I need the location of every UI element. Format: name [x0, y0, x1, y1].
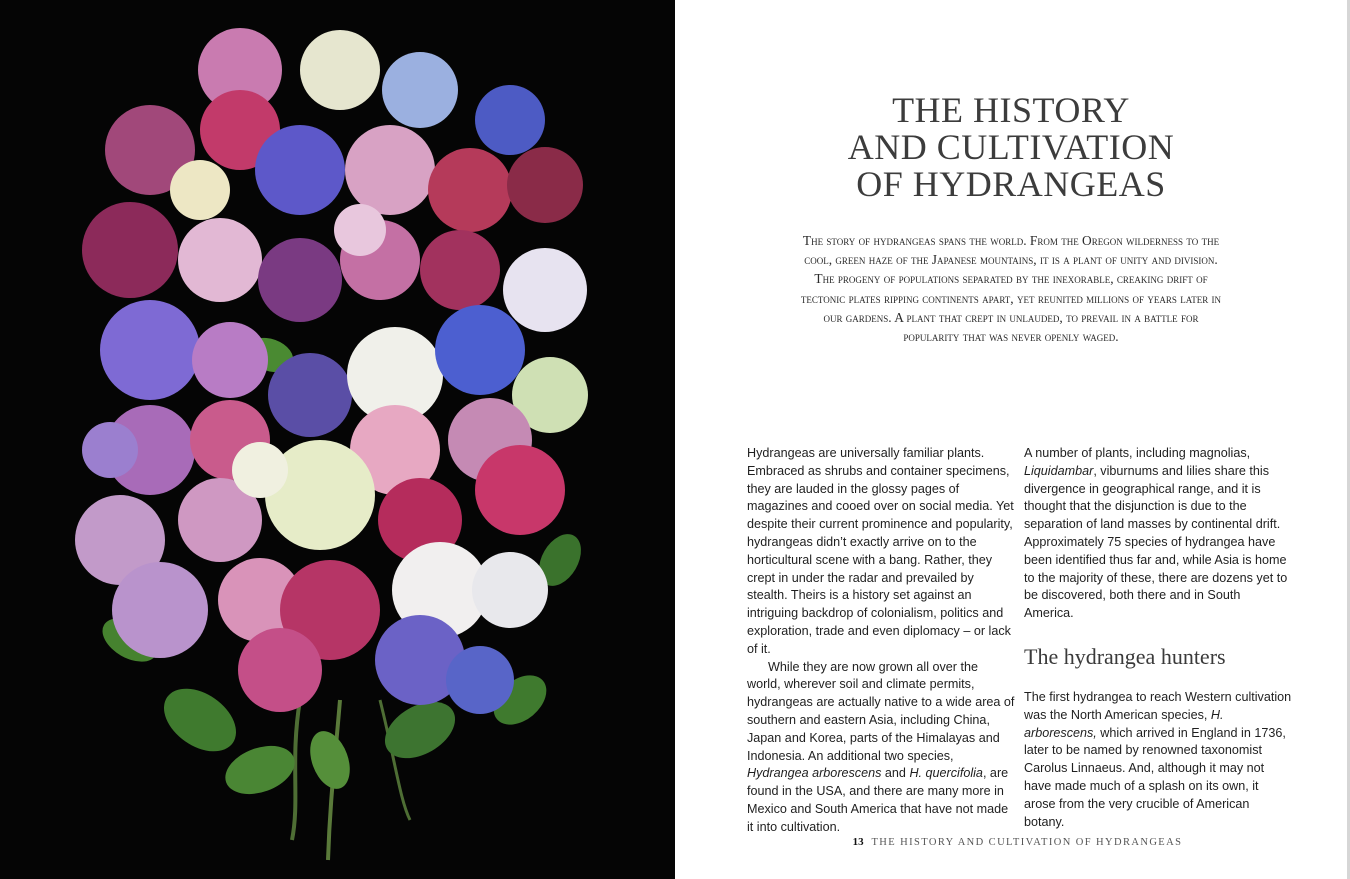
body-text: , are found in the USA, and there are many more in Mexico and South America that have not made it into cultivation.: [747, 766, 1009, 834]
body-text: , viburnums and lilies share this divergence in geographical range, and it is thought that the disjunction is due to the separation of land masses by continental drift. Approximately 75 species of hydrangea have been identified thus far and, while Asia is home to the majority of these, there are dozens yet to be discovered, both there and in South America.: [1024, 463, 1288, 621]
page-number: 13: [852, 836, 864, 848]
body-paragraph: [747, 659, 1015, 837]
chapter-title-line-1: THE HISTORY: [892, 90, 1130, 130]
body-paragraph: [1024, 445, 1292, 623]
page-footer: [675, 836, 1350, 848]
body-text: A number of plants, including magnolias,: [1024, 446, 1251, 460]
chapter-title-line-3: OF HYDRANGEAS: [856, 164, 1166, 204]
chapter-intro: The story of hydrangeas spans the world. From the Oregon wilderness to the cool, green haze of the Japanese mountains, it is a plant of unity and division. The progeny of populations separated by the inexorable, creaking drift of tectonic plates ripping continents apart, yet reunited millions of years later in our gardens. A plant that crept in unlauded, to prevail in a battle for popularity that was never openly waged.: [800, 233, 1222, 345]
body-text: and: [881, 766, 910, 781]
body-column-left: [747, 445, 1015, 837]
running-title: THE HISTORY AND CULTIVATION OF HYDRANGEAS: [871, 837, 1183, 848]
body-text: which arrived in England in 1736, later to be named by renowned taxonomist Carolus Linnaeus. And, although it may not have made much of a splash on its own, it arose from the very crucible of American botany.: [1024, 725, 1286, 829]
species-name: H. quercifolia: [909, 766, 983, 781]
body-paragraph: [1024, 689, 1292, 831]
chapter-title-line-2: AND CULTIVATION: [847, 127, 1175, 167]
body-text: While they are now grown all over the world, wherever soil and climate permits, hydrangeas are actually native to a wide area of southern and eastern Asia, including China, Japan and Korea, parts of the Himalayas and Indonesia. An additional two species,: [747, 659, 1015, 763]
body-paragraph: Hydrangeas are universally familiar plants. Embraced as shrubs and container specimens, they are lauded in the glossy pages of magazines and cooed over on social media. Yet despite their current prominence and popularity, hydrangeas didn’t exactly arrive on to the horticultural scene with a bang. Rather, they crept in under the radar and prevailed by stealth. Theirs is a history set against an intriguing backdrop of colonialism, politics and exploration, trade and even diplomacy – or lack of it.: [747, 446, 1014, 656]
body-text: The first hydrangea to reach Western cultivation was the North American species,: [1024, 689, 1292, 722]
section-subheading: The hydrangea hunters: [1024, 643, 1226, 669]
genus-name: Liquidambar: [1024, 463, 1094, 478]
chapter-title: [675, 92, 1347, 203]
species-name: Hydrangea arborescens: [747, 766, 882, 781]
body-column-right: [1024, 445, 1292, 831]
species-name: H. arborescens,: [1024, 707, 1224, 740]
text-page: [675, 0, 1350, 879]
